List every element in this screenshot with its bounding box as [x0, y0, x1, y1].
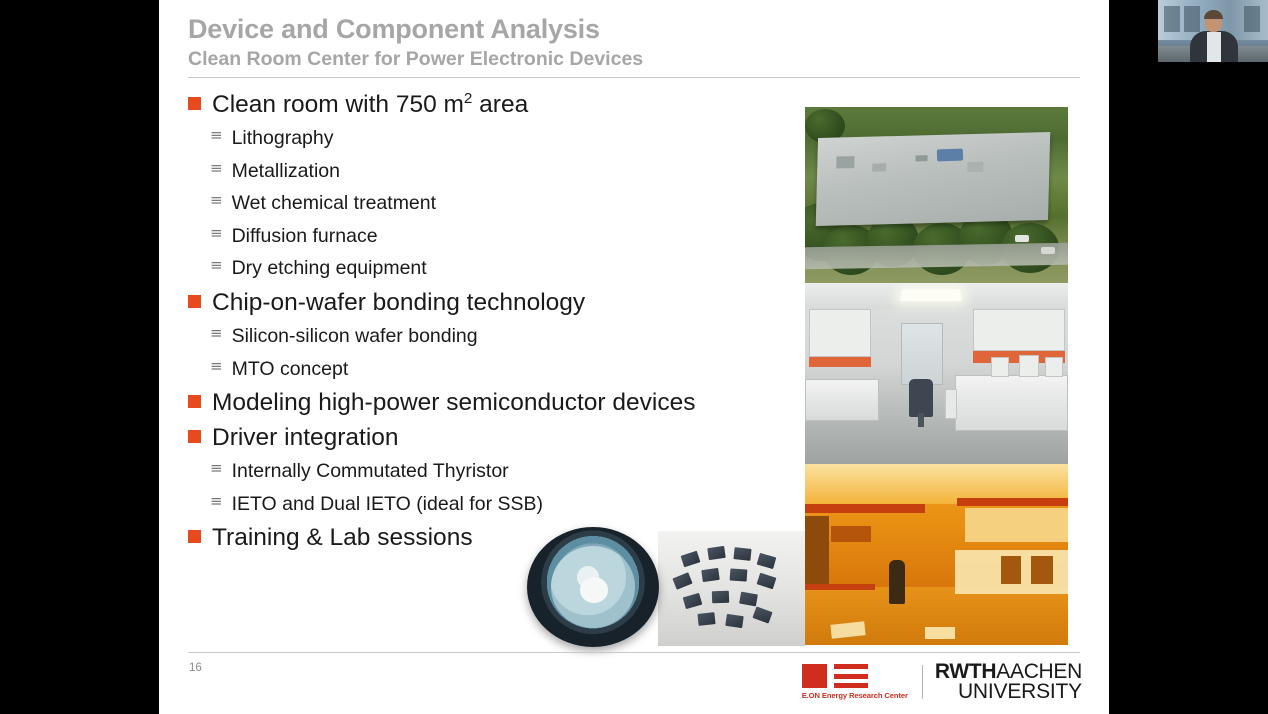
- square-bullet-icon: [188, 530, 201, 543]
- square-bullet-icon: [188, 295, 201, 308]
- bullet-level1: [188, 286, 808, 319]
- dash-bullet-icon: ≡: [210, 491, 223, 510]
- photo-silicon-wafer: [527, 527, 659, 647]
- bullet-text: Diffusion furnace: [231, 224, 378, 247]
- photo-column: [805, 107, 1068, 645]
- page-number: 16: [189, 662, 202, 674]
- bullet-level1: [188, 421, 808, 454]
- bullet-level2: [188, 188, 808, 220]
- dash-bullet-icon: ≡: [210, 459, 223, 478]
- rwth-logo-thin-text: AACHEN: [996, 659, 1082, 683]
- rwth-logo-second-line: UNIVERSITY: [957, 680, 1082, 703]
- bullet-level2: [188, 456, 808, 488]
- dash-bullet-icon: ≡: [210, 191, 223, 210]
- dash-bullet-icon: ≡: [210, 126, 223, 145]
- bullet-text: Modeling high-power semiconductor devices: [212, 389, 696, 417]
- header-divider: [188, 77, 1080, 78]
- rwth-aachen-university-logo: [934, 659, 1082, 703]
- bullet-list: [188, 88, 808, 557]
- bullet-text: Lithography: [231, 127, 334, 150]
- square-bullet-icon: [188, 430, 201, 443]
- presenter-video-thumbnail[interactable]: [1158, 0, 1268, 62]
- bullet-level2: [188, 156, 808, 188]
- footer-divider: [188, 652, 1080, 653]
- dash-bullet-icon: ≡: [210, 356, 223, 375]
- dash-bullet-icon: ≡: [210, 223, 223, 242]
- bullet-text: Clean room with 750 $m^2$ area: [212, 89, 529, 118]
- photo-wafer-chip-tray: [658, 531, 805, 646]
- slide-header: [188, 14, 1083, 71]
- bullet-text: Driver integration: [212, 424, 399, 452]
- square-bullet-icon: [188, 97, 201, 110]
- bullet-level1: [188, 386, 808, 419]
- bullet-text: Silicon-silicon wafer bonding: [231, 325, 478, 348]
- logo-separator: [922, 665, 923, 699]
- bullet-text: Metallization: [231, 159, 340, 182]
- bullet-text: Dry etching equipment: [231, 257, 427, 280]
- bullet-text: Chip-on-wafer bonding technology: [212, 288, 586, 316]
- presentation-slide: [159, 0, 1109, 714]
- page-subtitle: Clean Room Center for Power Electronic Devices: [188, 48, 644, 71]
- bullet-level1: [188, 88, 808, 121]
- rwth-logo-bold-text: RWTH: [934, 659, 997, 683]
- eon-logo-caption: E.ON Energy Research Center: [801, 691, 908, 700]
- dash-bullet-icon: ≡: [210, 256, 223, 275]
- bullet-level2: [188, 123, 808, 155]
- bullet-level2: [188, 221, 808, 253]
- dash-bullet-icon: ≡: [210, 158, 223, 177]
- bullet-level2: [188, 489, 808, 521]
- bullet-level2: [188, 354, 808, 386]
- aerial-photo-clean-room-building: [805, 107, 1068, 283]
- bullet-level2: [188, 321, 808, 353]
- bullet-text: IETO and Dual IETO (ideal for SSB): [231, 492, 543, 515]
- page-title: Device and Component Analysis: [188, 14, 600, 44]
- bullet-text: MTO concept: [231, 357, 349, 380]
- bullet-text: Wet chemical treatment: [231, 192, 437, 215]
- eon-energy-research-center-logo: [802, 664, 908, 700]
- logo-group: [802, 660, 1082, 704]
- photo-yellow-light-clean-room: [805, 464, 1068, 645]
- dash-bullet-icon: ≡: [210, 324, 223, 343]
- photo-laboratory-interior: [805, 283, 1068, 464]
- bullet-text: Internally Commutated Thyristor: [231, 460, 509, 483]
- bullet-level2: [188, 253, 808, 285]
- bullet-text: Training & Lab sessions: [212, 524, 473, 552]
- eon-logo-icon: [802, 664, 868, 688]
- square-bullet-icon: [188, 395, 201, 408]
